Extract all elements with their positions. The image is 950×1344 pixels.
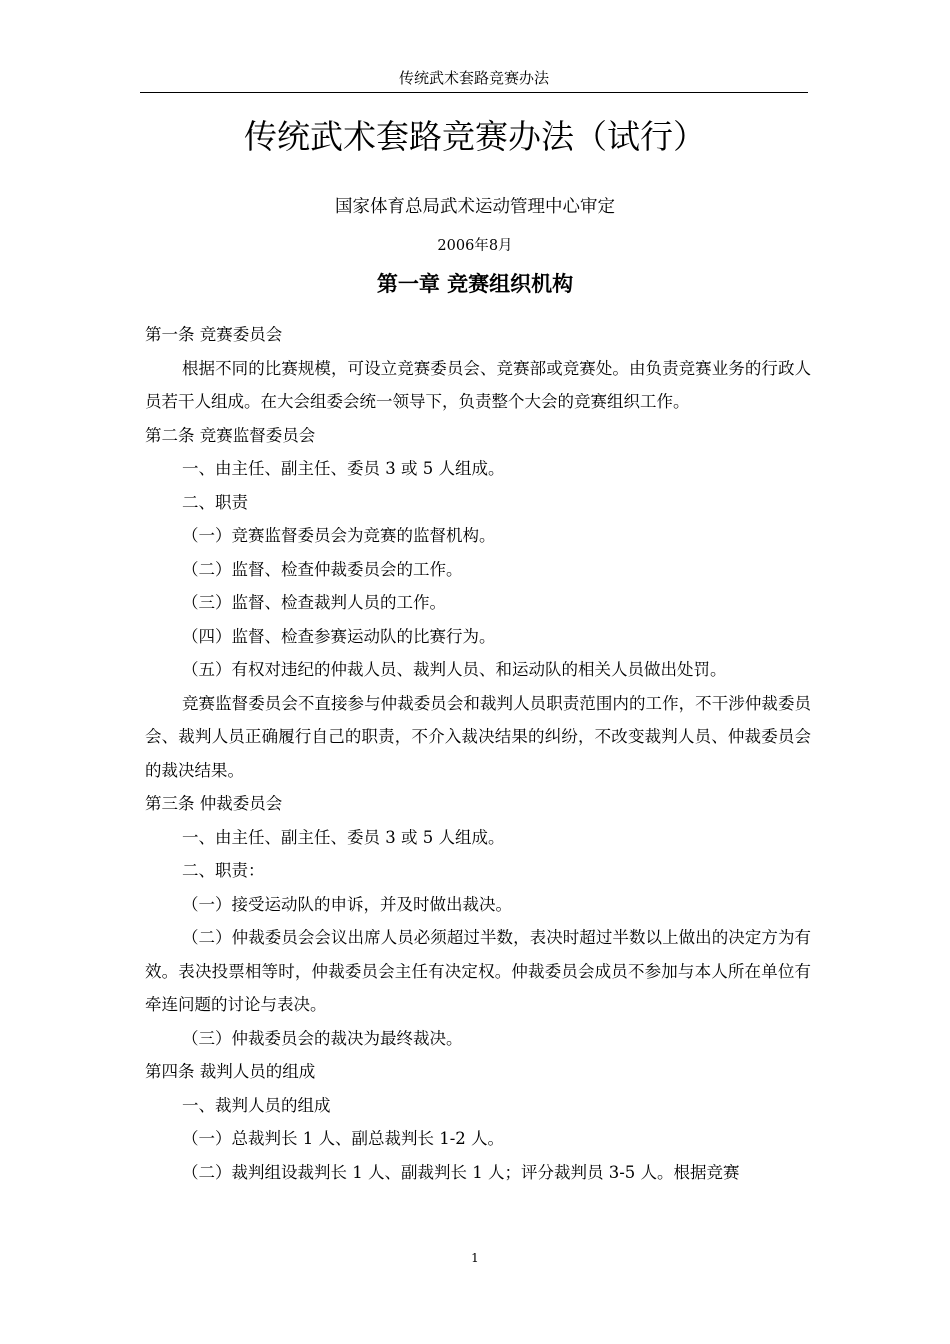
- running-header-title: 传统武术套路竞赛办法: [398, 69, 549, 87]
- list-item: 一、由主任、副主任、委员 3 或 5 人组成。: [182, 827, 505, 847]
- sub-item: （四）监督、检查参赛运动队的比赛行为。: [182, 626, 496, 646]
- document-date: 2006年8月: [437, 238, 513, 254]
- sub-item: （二）裁判组设裁判长 1 人、副裁判长 1 人；评分裁判员 3-5 人。根据竞赛: [182, 1162, 740, 1182]
- approval-line: 国家体育总局武术运动管理中心审定: [335, 197, 615, 217]
- chapter-title: 第一章 竞赛组织机构: [376, 272, 574, 296]
- sub-item: （二）监督、检查仲裁委员会的工作。: [182, 559, 463, 579]
- article-heading: 第四条 裁判人员的组成: [145, 1062, 316, 1081]
- sub-item: （二）仲裁委员会会议出席人员必须超过半数，表决时超过半数以上做出的决定方为有效。表决投票相等时，仲裁委员会主任有决定权。仲裁委员会成员不参加与本人所在单位有牵连问题的讨论与表决。: [145, 928, 811, 1014]
- sub-item: （五）有权对违纪的仲裁人员、裁判人员、和运动队的相关人员做出处罚。: [182, 660, 727, 679]
- article-heading: 第三条 仲裁委员会: [145, 794, 283, 813]
- sub-item: （三）监督、检查裁判人员的工作。: [182, 593, 446, 612]
- list-item: 二、职责: [182, 492, 248, 512]
- article-heading: 第一条 竞赛委员会: [145, 325, 283, 344]
- sub-item: （三）仲裁委员会的裁决为最终裁决。: [182, 1028, 463, 1048]
- running-header: [140, 64, 808, 93]
- page-number: 1: [471, 1251, 479, 1265]
- list-item: 一、裁判人员的组成: [182, 1095, 331, 1115]
- article-heading: 第二条 竞赛监督委员会: [145, 425, 316, 445]
- document-title: 传统武术套路竞赛办法（试行）: [244, 117, 706, 156]
- body-paragraph: 竞赛监督委员会不直接参与仲裁委员会和裁判人员职责范围内的工作，不干涉仲裁委员会、裁判人员正确履行自己的职责，不介入裁决结果的纠纷，不改变裁判人员、仲裁委员会的裁决结果。: [145, 693, 811, 780]
- sub-item: （一）总裁判长 1 人、副总裁判长 1-2 人。: [182, 1129, 505, 1148]
- sub-item: （一）竞赛监督委员会为竞赛的监督机构。: [182, 526, 496, 545]
- body-paragraph: 根据不同的比赛规模，可设立竞赛委员会、竞赛部或竞赛处。由负责竞赛业务的行政人员若干人组成。在大会组委会统一领导下，负责整个大会的竞赛组织工作。: [145, 358, 811, 411]
- list-item: 二、职责：: [182, 861, 265, 880]
- body-text: [145, 318, 811, 1189]
- list-item: 一、由主任、副主任、委员 3 或 5 人组成。: [182, 459, 505, 478]
- sub-item: （一）接受运动队的申诉，并及时做出裁决。: [182, 894, 512, 914]
